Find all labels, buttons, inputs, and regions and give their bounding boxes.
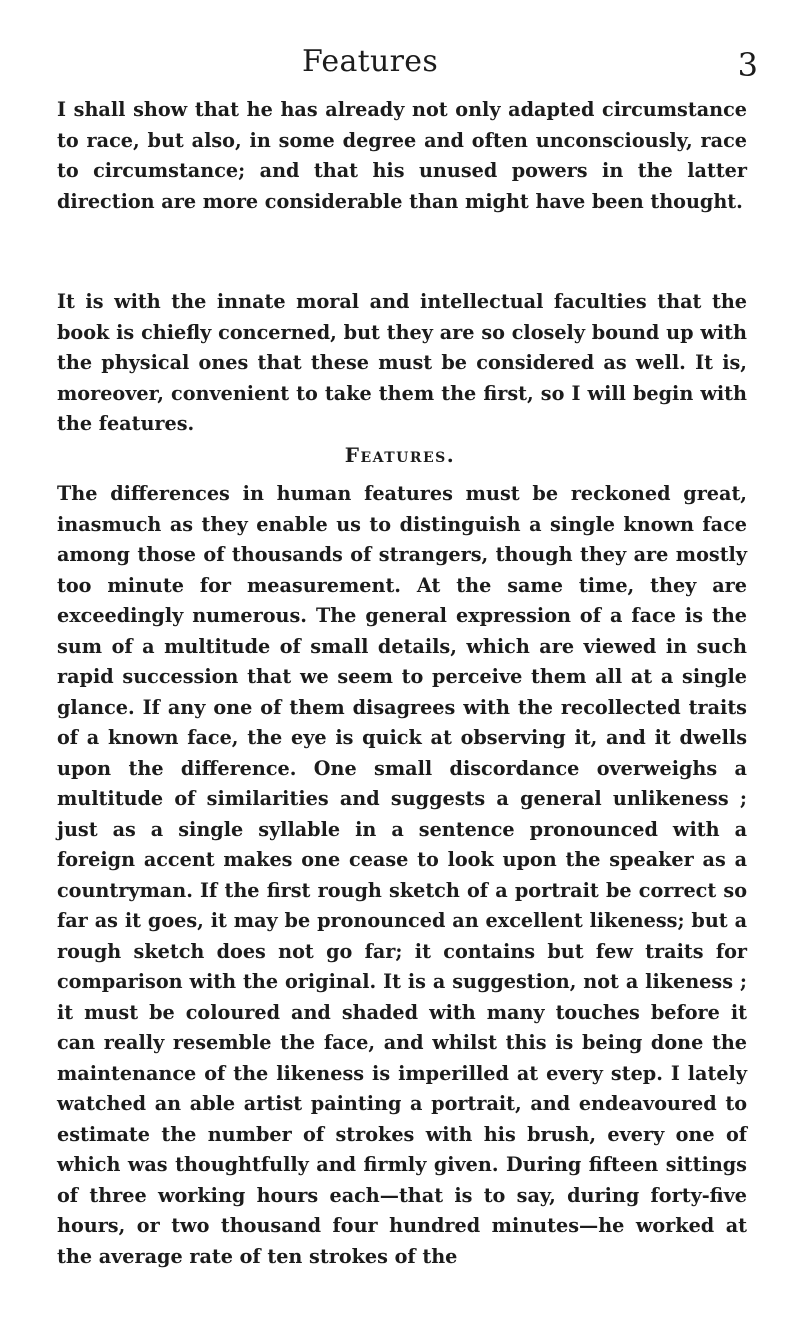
page-number: 3 xyxy=(737,46,758,84)
running-title: Features xyxy=(301,44,439,79)
paragraph-3: The differences in human features must be reckoned great, inasmuch as they enable us to distinguish a single known face among those of thousands of strangers, though they are mostly too minute for measurement. At the same time, they are exceedingly numerous. The general expression of a face is the sum of a multitude of small details, which are viewed in such rapid succession that we seem to perceive them all at a single glance. If any one of them disagrees with the recollected traits of a known face, the eye is quick at observing it, and it dwells upon the difference. One small discordance overweighs a multitude of similarities and suggests a general unlikeness ; just as a single syllable in a sentence pronounced with a foreign accent makes one cease to look upon the speaker as a countryman. If the first rough sketch of a portrait be correct so far as it goes, it may be pronounced an excellent likeness; but a rough sketch does not go far; it contains but few traits for comparison with the original. It is a suggestion, not a likeness ; it must be coloured and shaded with many touches before it can really resemble the face, and whilst this is being done the maintenance of the likeness is imperilled at every step. I lately watched an able artist painting a portrait, and endeavoured to estimate the number of strokes with his brush, every one of which was thoughtfully and firmly given. During fifteen sittings of three working hours each—that is to say, during forty-five hours, or two thousand four hundred minutes—he worked at the average rate of ten strokes of the xyxy=(57,482,747,1268)
paragraph-2: It is with the innate moral and intellectual faculties that the book is chiefly concerned, but they are so closely bound up with the physical ones that these must be considered as well. It is, moreover, convenient to take them the first, so I will begin with the features. xyxy=(57,290,747,435)
paragraph-1: I shall show that he has already not only adapted circumstance to race, but also, in some degree and often unconsciously, race to circumstance; and that his unused powers in the latter direction are more considerable than might have been thought. xyxy=(57,98,747,213)
running-head xyxy=(0,44,800,88)
section-heading: Features. xyxy=(344,443,456,467)
